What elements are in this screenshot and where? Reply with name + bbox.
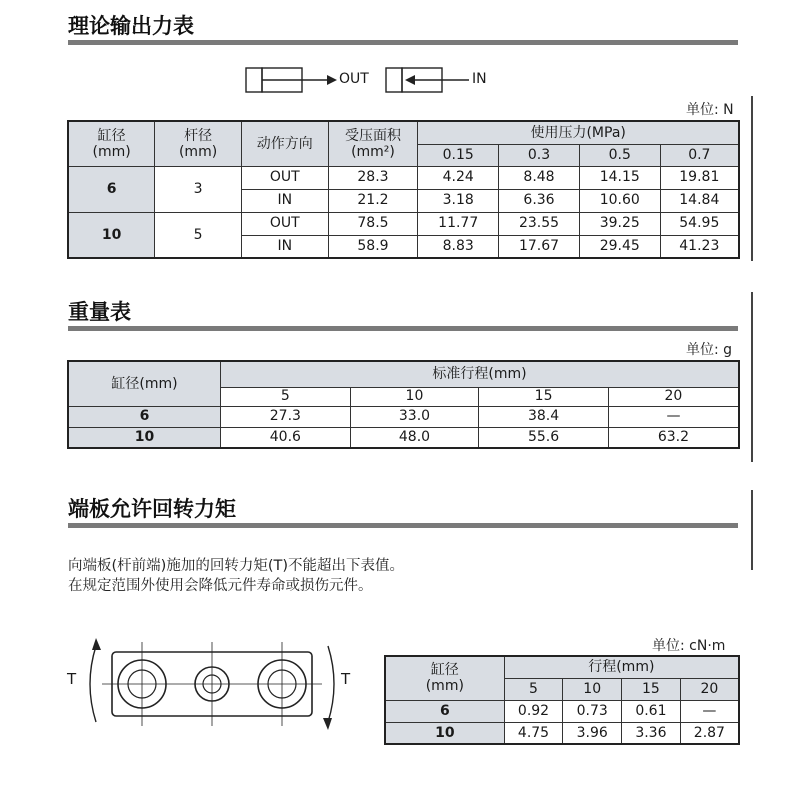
direction-cell: OUT (241, 212, 328, 235)
header-bore: 缸径(mm) (68, 361, 221, 406)
table-row (68, 166, 739, 189)
weight-cell: 55.6 (479, 427, 609, 448)
bore-cell: 6 (68, 166, 155, 212)
unit-label-g: 单位: g (686, 342, 733, 358)
rod-cell: 3 (155, 166, 242, 212)
force-cell: 8.48 (499, 166, 580, 189)
torque-cell: 3.36 (622, 722, 681, 744)
unit-label-n: 单位: N (686, 102, 734, 118)
torque-note-line: 向端板(杆前端)施加的回转力矩(T)不能超出下表值。 (68, 558, 404, 574)
weight-cell: 38.4 (479, 406, 609, 427)
force-cell: 14.15 (579, 166, 660, 189)
table-row (68, 406, 739, 427)
torque-cell: 0.92 (504, 700, 563, 722)
section-rule (68, 326, 738, 331)
header-stroke: 标准行程(mm) (221, 361, 739, 387)
force-cell: 23.55 (499, 212, 580, 235)
area-cell: 21.2 (328, 189, 418, 212)
direction-legend-diagram (245, 66, 505, 96)
bore-cell: 10 (68, 427, 221, 448)
force-cell: 19.81 (660, 166, 739, 189)
force-cell: 6.36 (499, 189, 580, 212)
rotation-arrow-right-icon (328, 646, 334, 722)
rotation-arrow-left-icon (90, 646, 96, 722)
torque-note (68, 556, 404, 596)
area-cell: 28.3 (328, 166, 418, 189)
section-rule (68, 40, 738, 45)
weight-cell: 33.0 (350, 406, 479, 427)
weight-cell: 40.6 (221, 427, 351, 448)
direction-cell: IN (241, 235, 328, 258)
header-rod: 杆径 (mm) (155, 121, 242, 166)
unit-label-cnm: 单位: cN·m (652, 638, 726, 654)
bore-cell: 6 (385, 700, 504, 722)
table-row (385, 722, 739, 744)
header-stroke-value: 15 (479, 387, 609, 406)
section-rule (68, 523, 738, 528)
force-cell: 39.25 (579, 212, 660, 235)
table-row (68, 212, 739, 235)
torque-cell: 4.75 (504, 722, 563, 744)
area-cell: 78.5 (328, 212, 418, 235)
force-cell: 10.60 (579, 189, 660, 212)
header-bore: 缸径 (mm) (385, 656, 504, 700)
section-title-torque: 端板允许回转力矩 (68, 497, 236, 521)
weight-cell: 48.0 (350, 427, 479, 448)
torque-label-right: T (341, 670, 351, 688)
torque-cell: 0.61 (622, 700, 681, 722)
out-cylinder-icon (246, 68, 337, 92)
table-row (68, 427, 739, 448)
force-cell: 3.18 (418, 189, 499, 212)
torque-cell: — (680, 700, 739, 722)
end-plate-diagram (82, 636, 342, 736)
torque-note-line: 在规定范围外使用会降低元件寿命或损伤元件。 (68, 578, 373, 594)
force-cell: 54.95 (660, 212, 739, 235)
header-stroke-value: 5 (504, 678, 563, 700)
torque-table (384, 655, 740, 745)
section-title-weight: 重量表 (68, 300, 131, 324)
legend-out-label: OUT (339, 71, 369, 87)
in-cylinder-icon (386, 68, 469, 92)
header-area-label: 受压面积 (344, 127, 401, 144)
header-stroke-value: 20 (680, 678, 739, 700)
header-stroke-value: 5 (221, 387, 351, 406)
legend-in-label: IN (472, 71, 487, 87)
header-stroke: 行程(mm) (504, 656, 739, 678)
force-cell: 29.45 (579, 235, 660, 258)
header-pressure-value: 0.15 (418, 144, 499, 166)
header-stroke-value: 10 (350, 387, 479, 406)
force-cell: 41.23 (660, 235, 739, 258)
torque-cell: 0.73 (563, 700, 622, 722)
direction-cell: IN (241, 189, 328, 212)
force-cell: 8.83 (418, 235, 499, 258)
header-pressure: 使用压力(MPa) (418, 121, 739, 144)
bore-cell: 10 (385, 722, 504, 744)
output-force-table (67, 120, 740, 259)
header-stroke-value: 10 (563, 678, 622, 700)
header-area-unit: (mm²) (351, 143, 395, 160)
torque-label-left: T (67, 670, 77, 688)
margin-line (751, 96, 753, 261)
weight-cell: 27.3 (221, 406, 351, 427)
margin-line (751, 490, 753, 570)
margin-line (751, 292, 753, 462)
force-cell: 14.84 (660, 189, 739, 212)
direction-cell: OUT (241, 166, 328, 189)
header-area (328, 121, 418, 166)
weight-cell: — (608, 406, 739, 427)
header-direction: 动作方向 (241, 121, 328, 166)
header-pressure-value: 0.5 (579, 144, 660, 166)
header-stroke-value: 20 (608, 387, 739, 406)
bore-cell: 10 (68, 212, 155, 258)
section-title-output-force: 理论输出力表 (68, 14, 194, 38)
area-cell: 58.9 (328, 235, 418, 258)
header-pressure-value: 0.3 (499, 144, 580, 166)
weight-table (67, 360, 740, 449)
table-row (385, 700, 739, 722)
torque-cell: 3.96 (563, 722, 622, 744)
header-bore: 缸径 (mm) (68, 121, 155, 166)
torque-cell: 2.87 (680, 722, 739, 744)
header-pressure-value: 0.7 (660, 144, 739, 166)
force-cell: 17.67 (499, 235, 580, 258)
force-cell: 11.77 (418, 212, 499, 235)
bore-cell: 6 (68, 406, 221, 427)
rod-cell: 5 (155, 212, 242, 258)
weight-cell: 63.2 (608, 427, 739, 448)
header-stroke-value: 15 (622, 678, 681, 700)
force-cell: 4.24 (418, 166, 499, 189)
